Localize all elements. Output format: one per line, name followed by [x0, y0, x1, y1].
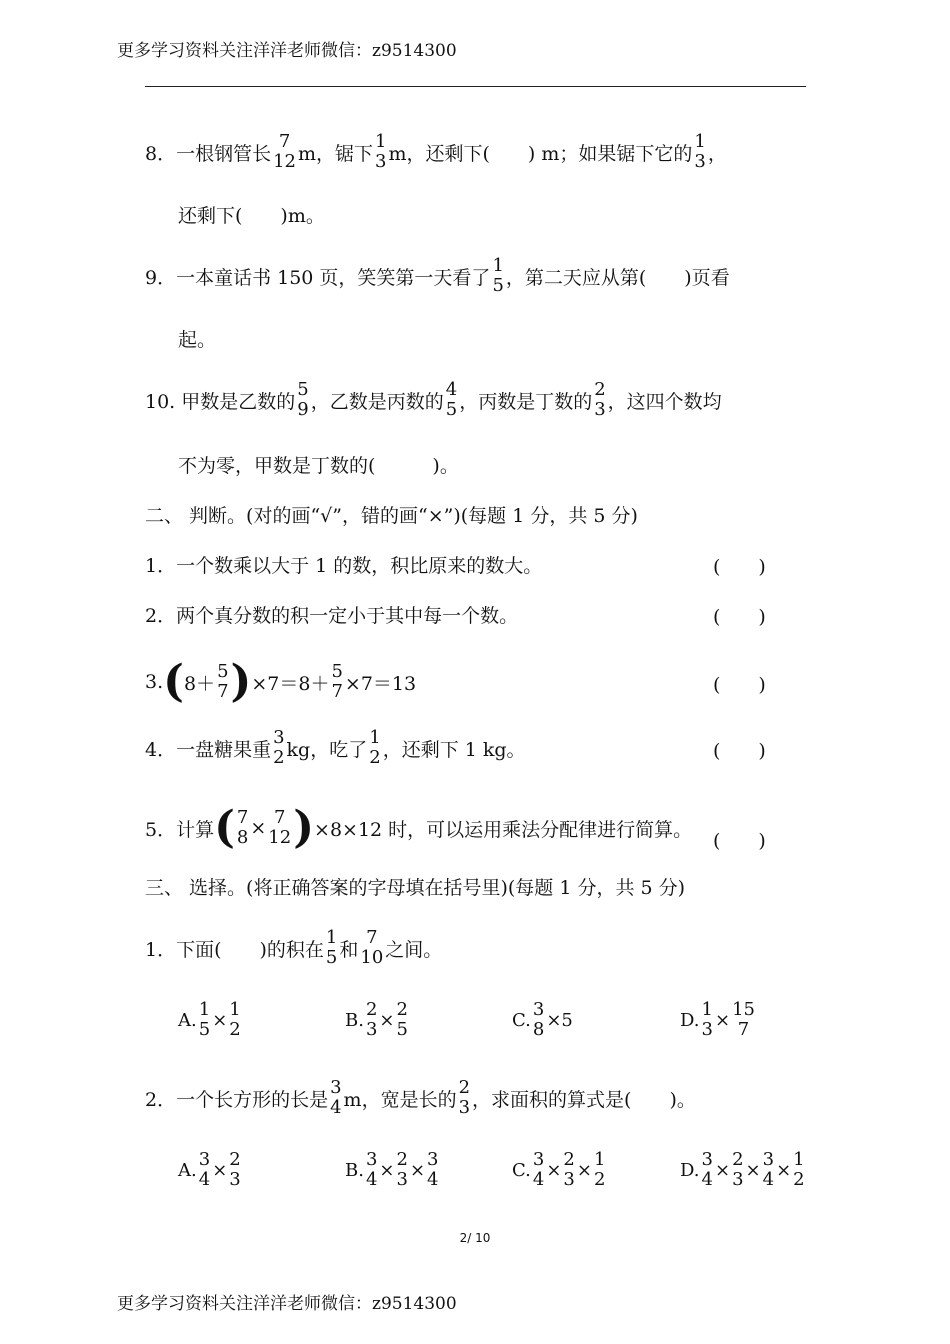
judge-2: 2．两个真分数的积一定小于其中每一个数。	[145, 604, 519, 627]
page-number: 2/ 10	[459, 1231, 491, 1245]
question-8-line2: 还剩下( )m。	[178, 204, 325, 227]
fraction: 2 3	[458, 1077, 471, 1118]
header-rule	[145, 86, 806, 87]
fraction: 3 4	[330, 1077, 342, 1118]
answer-blank[interactable]: ( )	[713, 740, 766, 762]
fraction: 7 8	[236, 807, 249, 848]
fraction: 1 5	[492, 255, 504, 296]
page-header: 更多学习资料关注洋洋老师微信：z9514300	[117, 41, 457, 61]
right-paren: )	[230, 656, 252, 707]
judge-5: 5．计算 ( 7 8 × 7 12 ) ×8×12 时，可以运用乘法分配律进行简算。	[145, 802, 693, 853]
fraction: 7 12	[268, 807, 292, 848]
right-paren: )	[293, 802, 315, 853]
choice-1: 1．下面( )的积在 1 5 和 7 10 之间。	[145, 927, 443, 968]
fraction: 1 5	[325, 927, 338, 968]
section-2-title: 二、 判断。(对的画“√”，错的画“×”)(每题 1 分，共 5 分)	[145, 504, 638, 527]
judge-1: 1．一个数乘以大于 1 的数，积比原来的数大。	[145, 554, 543, 577]
choice-2-option-a[interactable]: A. 3 4 × 2 3	[178, 1149, 241, 1190]
page-footer: 更多学习资料关注洋洋老师微信：z9514300	[117, 1294, 457, 1314]
fraction: 2 3	[594, 379, 606, 420]
judge-3: 3. ( 8＋ 5 7 ) ×7＝8＋ 5 7 ×7＝13	[145, 656, 417, 707]
judge-4: 4．一盘糖果重 3 2 kg，吃了 1 2 ，还剩下 1 kg。	[145, 727, 526, 768]
left-paren: (	[163, 656, 184, 707]
choice-2-option-d[interactable]: D. 3 4 × 2 3 × 3 4 × 1 2	[680, 1149, 805, 1190]
choice-1-option-d[interactable]: D. 1 3 × 15 7	[680, 999, 755, 1040]
fraction: 1 3	[694, 131, 706, 172]
fraction: 1 2	[369, 727, 381, 768]
fraction: 7 12	[273, 131, 296, 172]
fraction: 1 3	[375, 131, 387, 172]
question-9: 9．一本童话书 150 页，笑笑第一天看了 1 5 ，第二天应从第( )页看	[145, 255, 730, 296]
choice-1-option-c[interactable]: C. 3 8 ×5	[512, 999, 573, 1040]
fraction: 5 9	[297, 379, 309, 420]
choice-2-option-c[interactable]: C. 3 4 × 2 3 × 1 2	[512, 1149, 606, 1190]
question-8: 8．一根钢管长 7 12 m，锯下 1 3 m，还剩下( ) m；如果锯下它的 1 3 ，	[145, 131, 727, 172]
fraction: 7 10	[360, 927, 384, 968]
fraction: 5 7	[217, 661, 229, 702]
question-9-line2: 起。	[178, 328, 217, 351]
answer-blank[interactable]: ( )	[713, 674, 766, 696]
answer-blank[interactable]: ( )	[713, 606, 766, 628]
choice-1-option-b[interactable]: B. 2 3 × 2 5	[345, 999, 408, 1040]
section-3-title: 三、 选择。(将正确答案的字母填在括号里)(每题 1 分，共 5 分)	[145, 876, 686, 899]
question-10-line2: 不为零，甲数是丁数的( )。	[178, 454, 459, 477]
fraction: 5 7	[331, 661, 343, 702]
left-paren: (	[214, 802, 235, 853]
fraction: 4 5	[445, 379, 458, 420]
choice-2: 2．一个长方形的长是 3 4 m，宽是长的 2 3 ，求面积的算式是( )。	[145, 1077, 696, 1118]
answer-blank[interactable]: ( )	[713, 556, 766, 578]
question-10: 10. 甲数是乙数的 5 9 ，乙数是丙数的 4 5 ，丙数是丁数的 2 3 ，这四个数均	[145, 379, 722, 420]
choice-1-option-a[interactable]: A. 1 5 × 1 2	[178, 999, 241, 1040]
fraction: 3 2	[273, 727, 285, 768]
choice-2-option-b[interactable]: B. 3 4 × 2 3 × 3 4	[345, 1149, 439, 1190]
answer-blank[interactable]: ( )	[713, 830, 766, 852]
